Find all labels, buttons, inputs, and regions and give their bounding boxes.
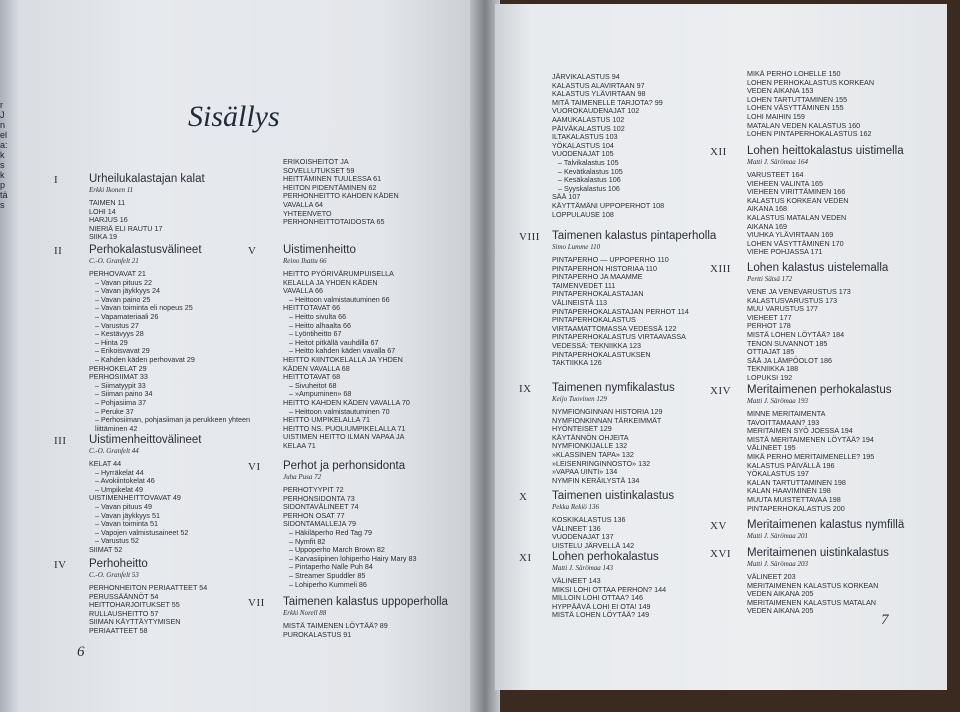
- prev-page-fragment: a:: [0, 140, 8, 150]
- toc-entry: KELAT 44: [89, 459, 122, 468]
- toc-subentry: – Vavan pituus 22: [95, 277, 153, 287]
- section-number: III: [54, 435, 67, 447]
- section-heading: Taimenen kalastus pintaperholla: [552, 230, 717, 242]
- toc-subentry: – Heitto sivulta 66: [289, 311, 347, 321]
- toc-section: [747, 547, 889, 616]
- toc-subentry: – Heittoon valmistautuminen 66: [289, 294, 390, 304]
- prev-page-fragment: r: [0, 100, 3, 110]
- toc-entry: TENON SUVANNOT 185: [747, 338, 828, 348]
- toc-entry: SIIMAN KÄYTTÄYTYMISEN: [89, 617, 181, 627]
- toc-entry: PUROKALASTUS 91: [283, 629, 352, 639]
- toc-entry: SÄÄ JA LÄMPÖOLOT 186: [747, 355, 832, 365]
- section-author: C.-O. Granfelt 44: [89, 447, 139, 455]
- toc-section: [283, 244, 410, 450]
- toc-subentry: – Sivuheitot 68: [289, 380, 337, 390]
- toc-section: [283, 158, 399, 227]
- toc-subentry: – Heittoon valmistautuminen 70: [289, 406, 390, 416]
- prev-page-fragment: k: [0, 170, 5, 180]
- toc-entry: NYMFIONGINNAN HISTORIA 129: [552, 407, 663, 416]
- toc-entry: PÄIVÄKALASTUS 102: [552, 123, 625, 133]
- toc-entry: MUU VARUSTUS 177: [747, 304, 818, 314]
- toc-entry: HEITTOTAVAT 66: [283, 303, 341, 313]
- toc-entry: ILTAKALASTUS 103: [552, 132, 618, 142]
- section-author: Juha Pusa 72: [283, 473, 322, 481]
- toc-entry: NYMFIN KERÄILYSTÄ 134: [552, 475, 640, 485]
- section-author: Matti J. Särömaa 203: [747, 560, 809, 568]
- section-author: Pertti Sätsä 172: [747, 275, 793, 283]
- section-number: XVI: [710, 548, 732, 560]
- toc-entry: TEKNIIKKA 188: [747, 364, 799, 374]
- toc-subentry: – Vavan toiminta eli nopeus 25: [95, 303, 193, 313]
- toc-entry: MINNE MERITAIMENTA: [747, 409, 826, 418]
- toc-subentry: – Streamer Spuddler 85: [289, 570, 366, 580]
- toc-entry: LOHI 14: [89, 206, 116, 216]
- toc-entry: AIKANA 169: [747, 221, 787, 231]
- toc-subentry: – Uppoperho March Brown 82: [289, 545, 385, 555]
- toc-subentry: – Pohjasiima 37: [95, 397, 147, 407]
- toc-section: [89, 558, 207, 636]
- toc-entry: PINTAPERHO JA MAAMME: [552, 272, 643, 282]
- section-number: V: [248, 245, 257, 257]
- toc-entry: »LEISENRINGINNOSTO» 132: [552, 458, 651, 468]
- toc-subentry: – Erikoisvavat 29: [95, 346, 150, 356]
- toc-entry: KÄYTTÄMÄNI UPPOPERHOT 108: [552, 200, 665, 210]
- section-heading: Perhoheitto: [89, 558, 148, 570]
- toc-entry: HEITTO KIINTOKELALLA JA YHDEN: [283, 354, 403, 364]
- section-number: XIV: [710, 385, 732, 397]
- toc-subentry: – Kevätkalastus 105: [558, 166, 623, 176]
- toc-entry: VIRTAAMATTOMASSA VEDESSÄ 122: [552, 323, 677, 333]
- toc-entry: MERITAIMENEN KALASTUS MATALAN: [747, 597, 876, 607]
- section-author: Keijo Tuovinen 129: [552, 395, 607, 403]
- page-number-right: 7: [881, 612, 889, 628]
- section-number: II: [54, 245, 63, 257]
- section-heading: Taimenen nymfikalastus: [552, 382, 675, 394]
- toc-entry: VÄLINEET 203: [747, 572, 796, 581]
- toc-entry: KALASTUS ALAVIRTAAN 97: [552, 80, 645, 90]
- toc-entry: VUODENAJAT 105: [552, 149, 614, 159]
- toc-subentry: – Pintaperho Nalle Puh 84: [289, 562, 373, 572]
- toc-entry: LOHI MAIHIN 159: [747, 111, 805, 121]
- toc-subentry: – Perhosiiman, pohjasiiman ja perukkeen yhteen: [95, 415, 251, 425]
- toc-entry: PINTAPERHOKALASTUS VIRTAAVASSA: [552, 332, 686, 342]
- toc-entry: PINTAPERHON HISTORIAA 110: [552, 263, 658, 273]
- toc-subentry: – »Ampuminen» 68: [289, 389, 352, 399]
- toc-entry: VIEHEEN VALINTA 165: [747, 178, 824, 188]
- toc-entry: MERITAIMENEN KALASTUS KORKEAN: [747, 580, 879, 590]
- toc-entry: HYPPÄÄVÄ LOHI EI OTA! 149: [552, 601, 651, 611]
- toc-entry: PERHOT 178: [747, 321, 791, 331]
- section-heading: Taimenen uistinkalastus: [552, 490, 675, 502]
- toc-entry: TAIMEN 11: [89, 198, 126, 207]
- toc-entry: HEITTO KAHDEN KÄDEN VAVALLA 70: [283, 397, 410, 407]
- toc-subentry: – Häkiläperho Red Tag 79: [289, 527, 372, 537]
- toc-subentry: – Syyskalastus 106: [558, 183, 620, 193]
- toc-subentry: – Heitto alhaalta 66: [289, 320, 351, 330]
- toc-entry: KALAN TARTUTTAMINEN 198: [747, 477, 846, 487]
- toc-subentry: – Siiman paino 34: [95, 389, 153, 399]
- toc-entry: KELAA 71: [283, 440, 316, 450]
- section-heading: Uistimenheitto: [283, 244, 356, 256]
- toc-section: [747, 384, 891, 513]
- section-number: XV: [710, 520, 727, 532]
- toc-entry: HARJUS 16: [89, 215, 128, 225]
- toc-subentry: liittäminen 42: [95, 423, 138, 433]
- toc-entry: PERHOTYYPIT 72: [283, 485, 344, 494]
- toc-entry: TAKTIIKKA 126: [552, 358, 602, 368]
- toc-entry: OTTIAJAT 185: [747, 347, 795, 357]
- left-page: [0, 0, 478, 712]
- toc-entry: HEITTO UMPIKELALLA 71: [283, 415, 370, 425]
- page-title: Sisällys: [188, 100, 280, 133]
- toc-entry: SIDONTAVÄLINEET 74: [283, 502, 359, 512]
- section-number: IX: [519, 383, 532, 395]
- section-number: VIII: [519, 231, 540, 243]
- toc-entry: HEITTOTAVAT 68: [283, 372, 341, 382]
- section-heading: Meritaimenen kalastus nymfillä: [747, 519, 905, 531]
- toc-entry: LOHEN PERHOKALASTUS KORKEAN: [747, 77, 875, 87]
- toc-subentry: – Vavan toiminta 51: [95, 519, 158, 529]
- toc-entry: MATALAN VEDEN KALASTUS 160: [747, 120, 861, 130]
- toc-section: [747, 145, 904, 257]
- toc-section: [89, 434, 202, 555]
- toc-entry: MISTÄ LOHEN LÖYTÄÄ? 149: [552, 610, 650, 620]
- section-heading: Lohen perhokalastus: [552, 551, 659, 563]
- toc-entry: YÖKALASTUS 104: [552, 140, 614, 150]
- toc-entry: PINTAPERHOKALASTAJAN PERHOT 114: [552, 306, 689, 316]
- prev-page-fragment: p: [0, 180, 6, 190]
- toc-subentry: – Varustus 52: [95, 536, 139, 546]
- toc-entry: UISTIMEN HEITTO ILMAN VAPAA JA: [283, 432, 405, 442]
- toc-entry: KALAN HAAVIMINEN 198: [747, 486, 831, 496]
- section-heading: Meritaimenen perhokalastus: [747, 384, 892, 396]
- toc-subentry: – Heitto kahden käden vavalla 67: [289, 346, 396, 356]
- toc-subentry: – Varustus 27: [95, 320, 139, 330]
- toc-subentry: – Avokiintokelat 46: [95, 476, 155, 486]
- toc-entry: LOHEN VÄSYTTÄMINEN 155: [747, 103, 844, 113]
- toc-entry: PERHONHEITTOTAIDOSTA 65: [283, 217, 385, 227]
- toc-entry: LOHEN VÄSYTTÄMINEN 170: [747, 238, 844, 248]
- toc-entry: UISTIMENHEITTOVAVAT 49: [89, 493, 181, 503]
- toc-entry: SIDONTAMALLEJA 79: [283, 519, 356, 529]
- toc-entry: VEDEN AIKANA 205: [747, 589, 814, 599]
- toc-section: [552, 490, 674, 550]
- toc-entry: MISTÄ MERITAIMENEN LÖYTÄÄ? 194: [747, 434, 874, 444]
- toc-entry: MISTÄ LOHEN LÖYTÄÄ? 184: [747, 329, 845, 339]
- toc-subentry: – Lohiperho Kummeli 86: [289, 579, 367, 589]
- toc-entry: LOHEN TARTUTTAMINEN 155: [747, 94, 848, 104]
- toc-entry: VUOROKAUDENAJAT 102: [552, 106, 640, 116]
- toc-entry: YHTEENVETO: [283, 208, 332, 218]
- toc-entry: KALASTUS YLÄVIRTAAN 98: [552, 89, 646, 99]
- prev-page-fragment: k: [0, 150, 5, 160]
- toc-subentry: – Siimatyypit 33: [95, 380, 146, 390]
- section-number: IV: [54, 559, 67, 571]
- section-author: Matti J. Särömaa 201: [747, 532, 809, 540]
- section-number: VI: [248, 461, 261, 473]
- toc-entry: HEITTO NS. PUOLIUMPIKELALLA 71: [283, 423, 406, 433]
- toc-entry: UISTELU JÄRVELLÄ 142: [552, 540, 635, 550]
- toc-section: [89, 244, 250, 433]
- section-number: XIII: [710, 263, 731, 275]
- toc-entry: PERHOKELAT 29: [89, 363, 147, 373]
- toc-section: [552, 551, 666, 620]
- toc-subentry: – Hinta 29: [95, 337, 128, 347]
- toc-entry: NYMFIONKIJALLE 132: [552, 441, 628, 451]
- toc-section: [552, 382, 675, 485]
- section-heading: Taimenen kalastus uppoperholla: [283, 596, 448, 608]
- toc-entry: AAMUKALASTUS 102: [552, 114, 625, 124]
- toc-entry: PERHOSIIMAT 33: [89, 372, 148, 382]
- toc-entry: PINTAPERHOKALASTAJAN: [552, 289, 644, 299]
- toc-entry: HEITON PIDENTÄMINEN 62: [283, 182, 377, 192]
- toc-entry: JÄRVIKALASTUS 94: [552, 72, 620, 81]
- toc-entry: MILLOIN LOHI OTTAA? 146: [552, 593, 643, 603]
- toc-entry: KÄDEN VAVALLA 68: [283, 363, 350, 373]
- toc-subentry: – Hyrräkelat 44: [95, 467, 144, 477]
- toc-section: [747, 519, 904, 545]
- toc-entry: KALASTUS MATALAN VEDEN: [747, 212, 847, 222]
- toc-entry: KÄYTÄNNÖN OHJEITA: [552, 432, 629, 442]
- toc-entry: VÄLINEISTÄ 113: [552, 297, 607, 307]
- toc-entry: RULLAUSHEITTO 57: [89, 608, 159, 618]
- toc-subentry: – Vavan paino 25: [95, 294, 151, 304]
- toc-entry: VIEHEET 177: [747, 312, 792, 322]
- toc-entry: VENE JA VENEVARUSTUS 173: [747, 287, 851, 296]
- toc-entry: MIKÄ PERHO MERITAIMENELLE? 195: [747, 451, 875, 461]
- toc-entry: SOVELLUTUKSET 59: [283, 165, 355, 175]
- toc-entry: AIKANA 168: [747, 204, 787, 214]
- toc-entry: TAIMENVEDET 111: [552, 280, 616, 290]
- toc-subentry: – Talvikalastus 105: [558, 157, 619, 167]
- section-number: X: [519, 491, 528, 503]
- toc-subentry: – Kestävyys 28: [95, 329, 144, 339]
- toc-entry: PERUSSÄÄNNÖT 54: [89, 591, 159, 601]
- page-number-left: 6: [77, 644, 85, 660]
- toc-entry: HEITTO PYÖRIVÄRUMPUISELLA: [283, 269, 394, 278]
- toc-entry: VARUSTEET 164: [747, 170, 804, 179]
- section-author: Erkki Norell 88: [283, 609, 327, 617]
- toc-subentry: – Heitot pitkällä vauhdilla 67: [289, 337, 379, 347]
- section-heading: Urheilukalastajan kalat: [89, 173, 205, 185]
- prev-page-fragment: el: [0, 130, 8, 140]
- toc-entry: SIIKA 19: [89, 232, 117, 242]
- toc-subentry: – Vavan pituus 49: [95, 501, 153, 511]
- toc-entry: VIEHE POHJASSA 171: [747, 247, 823, 257]
- section-heading: Perhokalastusvälineet: [89, 244, 202, 256]
- section-number: VII: [248, 597, 265, 609]
- toc-subentry: – Vavan jäykkyys 24: [95, 286, 160, 296]
- section-author: Pekka Rekiö 136: [552, 503, 600, 511]
- section-author: Matti J. Särömaa 143: [552, 564, 614, 572]
- toc-entry: VIEHEEN VIRITTÄMINEN 166: [747, 187, 846, 197]
- toc-entry: VAVALLA 64: [283, 199, 323, 209]
- toc-entry: PERHONHEITTO KAHDEN KÄDEN: [283, 191, 399, 201]
- toc-entry: VUODENAJAT 137: [552, 532, 614, 542]
- section-author: C.-O. Granfelt 21: [89, 257, 139, 265]
- toc-entry: YÖKALASTUS 197: [747, 469, 809, 479]
- toc-subentry: – Kesäkalastus 106: [558, 175, 621, 185]
- toc-section: [89, 173, 205, 242]
- toc-section: [747, 70, 874, 139]
- toc-section: [552, 230, 716, 368]
- toc-subentry: – Karvasiipinen lohiperho Hairy Mary 83: [289, 553, 417, 563]
- toc-entry: KOSKIKALASTUS 136: [552, 515, 626, 524]
- toc-entry: VAVALLA 66: [283, 286, 323, 296]
- toc-subentry: – Vavan jäykkyys 51: [95, 510, 160, 520]
- toc-entry: PERHONHEITON PERIAATTEET 54: [89, 583, 208, 592]
- toc-entry: HEITTOHARJOITUKSET 55: [89, 600, 180, 610]
- toc-entry: MISTÄ TAIMENEN LÖYTÄÄ? 89: [283, 621, 388, 630]
- toc-subentry: – Nymfit 82: [289, 536, 326, 546]
- toc-entry: PERHOVAVAT 21: [89, 269, 146, 278]
- section-author: Matti J. Särömaa 164: [747, 158, 809, 166]
- prev-page-fragment: s: [0, 160, 5, 170]
- toc-entry: HEITTÄMINEN TUULESSA 61: [283, 174, 382, 184]
- section-number: XII: [710, 146, 727, 158]
- toc-entry: VEDEN AIKANA 153: [747, 86, 814, 96]
- toc-entry: VEDEN AIKANA 205: [747, 606, 814, 616]
- toc-entry: MIKSI LOHI OTTAA PERHON? 144: [552, 584, 667, 594]
- prev-page-fragment: s: [0, 200, 5, 210]
- toc-subentry: – Vapamateriaali 26: [95, 311, 159, 321]
- toc-section: [747, 262, 888, 383]
- toc-entry: KELALLA JA YHDEN KÄDEN: [283, 277, 378, 287]
- toc-entry: KALASTUS KORKEAN VEDEN: [747, 195, 849, 205]
- prev-page-fragment: J: [0, 110, 5, 120]
- toc-entry: MERITAIMEN SYÖ JOESSA 194: [747, 426, 853, 436]
- section-author: Simo Lumme 110: [552, 243, 601, 251]
- toc-entry: MUUTA MUISTETTAVAA 198: [747, 494, 841, 504]
- section-heading: Lohen heittokalastus uistimella: [747, 145, 904, 157]
- toc-entry: NIERIÄ ELI RAUTU 17: [89, 223, 163, 233]
- toc-entry: VIUHKA YLÄVIRTAAN 169: [747, 230, 834, 240]
- toc-entry: SIIMAT 52: [89, 544, 123, 554]
- toc-entry: SÄÄ 107: [552, 192, 581, 202]
- toc-entry: PINTAPERHOKALASTUKSEN: [552, 349, 651, 359]
- toc-subentry: – Peruke 37: [95, 406, 134, 416]
- toc-entry: KALASTUS PÄIVÄLLÄ 196: [747, 460, 835, 470]
- toc-entry: LOPPULAUSE 108: [552, 209, 614, 219]
- toc-entry: »KLASSINEN TAPA» 132: [552, 449, 634, 459]
- prev-page-fragment: tä: [0, 190, 8, 200]
- toc-entry: VÄLINEET 143: [552, 576, 601, 585]
- toc-subentry: – Umpikelat 49: [95, 484, 143, 494]
- toc-section: [283, 596, 448, 639]
- toc-entry: ERIKOISHEITOT JA: [283, 157, 349, 166]
- toc-entry: VEDESSÄ: TEKNIIKKA 123: [552, 340, 641, 350]
- toc-entry: »VAPAA UINTI» 134: [552, 467, 618, 477]
- toc-entry: LOPUKSI 192: [747, 372, 793, 382]
- section-heading: Uistimenheittovälineet: [89, 434, 202, 446]
- section-author: Erkki Ikonen 11: [89, 186, 134, 194]
- toc-entry: MIKÄ PERHO LOHELLE 150: [747, 69, 841, 78]
- section-heading: Lohen kalastus uistelemalla: [747, 262, 889, 274]
- toc-entry: LOHEN PINTAPERHOKALASTUS 162: [747, 129, 872, 139]
- toc-subentry: – Vapojen valmistusaineet 52: [95, 527, 189, 537]
- toc-entry: NYMFIONKINNAN TÄRKEIMMÄT: [552, 415, 662, 425]
- toc-entry: PERHON OSAT 77: [283, 510, 345, 520]
- section-number: XI: [519, 552, 532, 564]
- toc-entry: TAVOITTAMAAN? 193: [747, 417, 820, 427]
- toc-entry: PERHONSIDONTA 73: [283, 493, 355, 503]
- toc-entry: VÄLINEET 195: [747, 443, 796, 453]
- toc-subentry: – Kahden käden perhovavat 29: [95, 354, 195, 364]
- toc-section: [283, 460, 416, 589]
- toc-entry: MITÄ TAIMENELLE TARJOTA? 99: [552, 97, 663, 107]
- section-heading: Meritaimenen uistinkalastus: [747, 547, 889, 559]
- toc-entry: PINTAPERHOKALASTUS 200: [747, 503, 845, 513]
- toc-entry: HYÖNTEISET 129: [552, 424, 612, 434]
- toc-subentry: – Lyöntiheitto 67: [289, 329, 342, 339]
- section-author: C.-O. Granfelt 53: [89, 571, 139, 579]
- previous-page-edge: [0, 100, 12, 210]
- right-page: [495, 4, 947, 690]
- toc-section: [552, 73, 664, 219]
- section-author: Reino Ihattu 66: [283, 257, 327, 265]
- toc-entry: PINTAPERHO — UPPOPERHO 110: [552, 255, 669, 264]
- toc-entry: PERIAATTEET 58: [89, 625, 148, 635]
- prev-page-fragment: n: [0, 120, 6, 130]
- toc-entry: PINTAPERHOKALASTUS: [552, 315, 636, 325]
- toc-entry: KALASTUSVARUSTUS 173: [747, 295, 838, 305]
- section-author: Matti J. Särömaa 193: [747, 397, 809, 405]
- section-number: I: [54, 174, 59, 186]
- section-heading: Perhot ja perhonsidonta: [283, 460, 406, 472]
- toc-entry: VÄLINEET 136: [552, 523, 601, 533]
